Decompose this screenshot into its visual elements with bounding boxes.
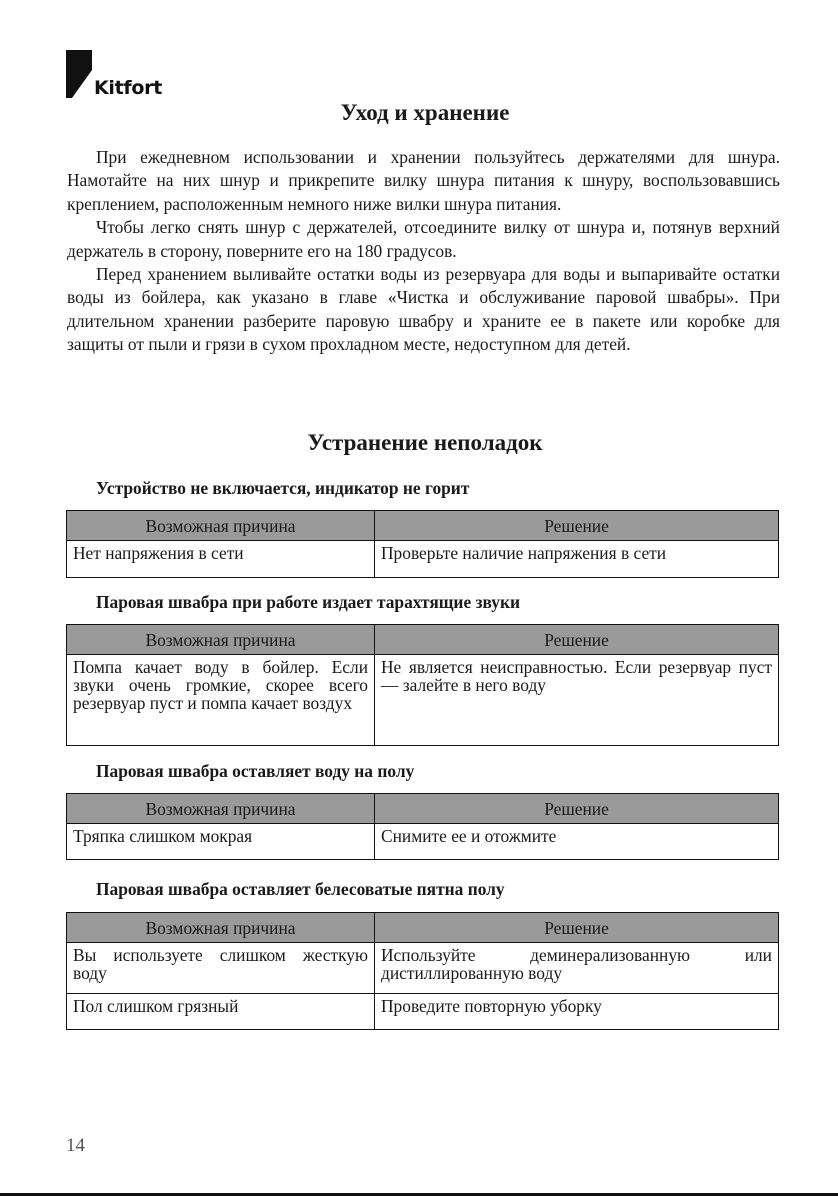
table-row (67, 655, 779, 746)
header-solution: Решение (375, 511, 779, 541)
header-cause: Возможная причина (67, 794, 375, 824)
troubleshooting-table (66, 912, 779, 1030)
header-cause: Возможная причина (67, 625, 375, 655)
table-row (67, 943, 779, 994)
problem-heading: Паровая швабра при работе издает тарахтящие звуки (96, 592, 521, 612)
troubleshooting-table (66, 624, 779, 746)
care-paragraph: Чтобы легко снять шнур с держателей, отсоедините вилку от шнура и, потянув верхний держатель в сторону, поверните его на 180 градусов. (67, 217, 780, 261)
cause-cell: Пол слишком грязный (67, 994, 375, 1030)
cause-cell: Помпа качает воду в бойлер. Если звуки очень громкие, скорее всего резервуар пуст и помпа качает воздух (67, 655, 375, 746)
header-solution: Решение (375, 913, 779, 943)
cause-cell: Тряпка слишком мокрая (67, 824, 375, 860)
troubleshooting-table (66, 510, 779, 578)
care-paragraph: При ежедневном использовании и хранении пользуйтесь держателями для шнура. Намотайте на них шнур и прикрепите вилку шнура питания к шнуру, воспользовавшись креплением, расположенным немного ниже вилки шнура питания. (67, 147, 780, 214)
kitfort-logo (66, 50, 166, 102)
problem-heading: Устройство не включается, индикатор не горит (96, 478, 470, 498)
problem-heading: Паровая швабра оставляет воду на полу (96, 761, 415, 781)
kitfort-logo-mark-icon (66, 50, 94, 98)
table-row (67, 541, 779, 578)
solution-cell: Проведите повторную уборку (375, 994, 779, 1030)
brand-name: Kitfort (94, 77, 162, 99)
table-header-row (67, 625, 779, 655)
care-paragraph: Перед хранением выливайте остатки воды из резервуара для воды и выпаривайте остатки воды из бойлера, как указано в главе «Чистка и обслуживание паровой швабры». При длительном хранении разберите паровую швабру и храните ее в пакете или коробке для защиты от пыли и грязи в сухом прохладном месте, недоступном для детей. (67, 264, 780, 355)
cause-cell: Нет напряжения в сети (67, 541, 375, 578)
problem-heading: Паровая швабра оставляет белесоватые пятна полу (96, 879, 505, 899)
header-solution: Решение (375, 625, 779, 655)
header-solution: Решение (375, 794, 779, 824)
table-header-row (67, 794, 779, 824)
care-body-text (67, 146, 780, 357)
solution-cell: Снимите ее и отожмите (375, 824, 779, 860)
table-header-row (67, 913, 779, 943)
solution-cell: Не является неисправностью. Если резервуар пуст — залейте в него воду (375, 655, 779, 746)
table-row (67, 994, 779, 1030)
page-number: 14 (66, 1135, 85, 1156)
troubleshooting-section-title: Устранение неполадок (307, 430, 543, 455)
cause-cell: Вы используете слишком жесткую воду (67, 943, 375, 994)
table-row (67, 824, 779, 860)
solution-cell: Проверьте наличие напряжения в сети (375, 541, 779, 578)
table-header-row (67, 511, 779, 541)
care-section-title: Уход и хранение (340, 100, 510, 125)
troubleshooting-table (66, 793, 779, 860)
header-cause: Возможная причина (67, 913, 375, 943)
header-cause: Возможная причина (67, 511, 375, 541)
solution-cell: Используйте деминерализованную или дистиллированную воду (375, 943, 779, 994)
